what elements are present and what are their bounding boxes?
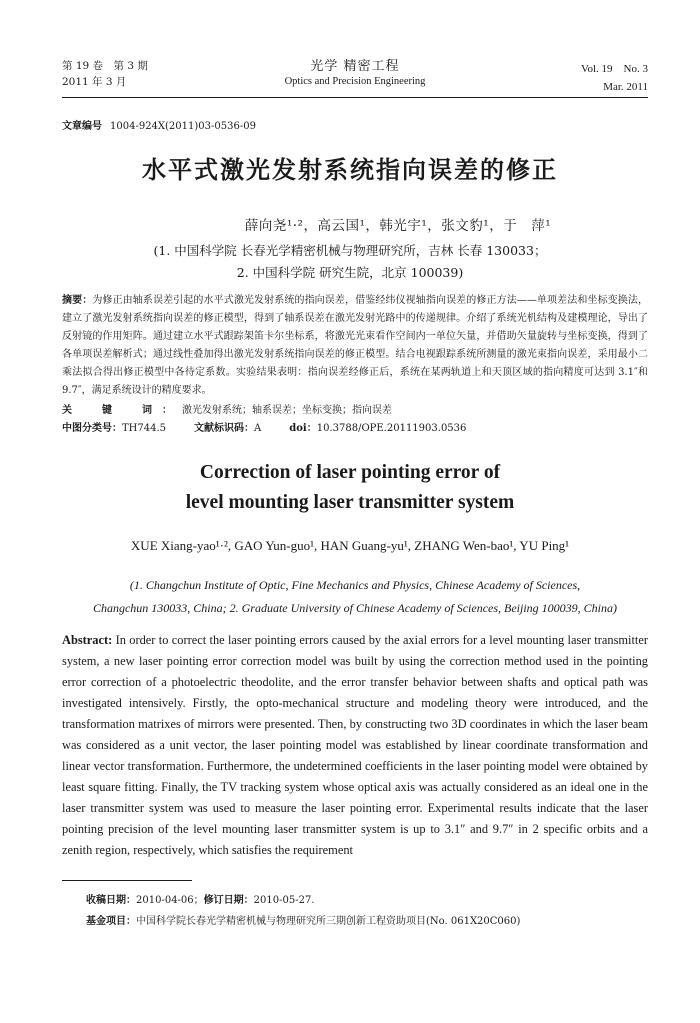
english-affiliations [62,574,648,620]
english-abstract-text: In order to correct the laser pointing errors caused by the axial errors for a level mounting laser transmitter system, a new laser pointing error correction model was built by using the correction method used in the pointing error correction of a photoelectric theodolite, and the error transfer behavior between shafts and optical path was investigated intensively. Firstly, the opto-mechanical structure and modeling theory were introduced, and the transformation matrixes of mirrors were presented. Then, by constructing two 3D coordinates in which the laser beam was considered as a unit vector, the laser pointing model was established by linear coordinate transformation and linear vector transformation. Furthermore, the undetermined coefficients in the laser pointing model were obtained by least square fitting. Finally, the TV tracking system whose optical axis was actually considered as an ideal one in the laser transmitter system was used to measure the laser pointing error. Experimental results indicate that the laser pointing precision of the level mounting laser transmitter system is up to 3.1″ and 9.7″ in 2 specific orbits and a zenith region, respectively, which satisfies the requirement [62,633,648,857]
journal-name [62,58,648,89]
received-label: 收稿日期： [86,895,136,906]
chinese-abstract-text: 为修正由轴系误差引起的水平式激光发射系统的指向误差，借鉴经纬仪视轴指向误差的修正方法——单项差法和坐标变换法，建立了激光发射系统指向误差的修正模型，得到了轴系误差在激光发射光路中的传递规律。介绍了系统光机结构及建模理论，导出了反射镜的作用矩阵。通过建立水平式跟踪架笛卡尔坐标系，将激光光束看作空间内一单位矢量，并借助矢量旋转与坐标变换，得到了各单项误差解析式；通过线性叠加得出激光发射系统指向误差的修正模型。结合电视跟踪系统所测量的激光束指向误差，采用最小二乘法拟合得出修正模型中各待定系数。实验结果表明：指向误差经修正后，系统在某两轨道上和天顶区域的指向精度可达到 3.1″和 9.7″，满足系统设计的精度要求。 [62,295,649,396]
article-number [62,117,256,132]
chinese-title: 水平式激光发射系统指向误差的修正 [142,156,558,184]
header-right [581,60,648,96]
keywords-text: 激光发射系统；轴系误差；坐标变换；指向误差 [182,405,392,416]
doi-label: doi： [289,423,317,434]
chinese-authors: 薛向尧¹·²，高云国¹，韩光宇¹，张文豹¹，于 萍¹ [244,218,552,234]
chinese-affiliation-line: 2. 中国科学院 研究生院，北京 100039) [236,265,464,280]
article-number-value: 1004-924X(2011)03-0536-09 [110,121,256,132]
funding [86,911,520,932]
running-header [62,58,648,94]
doc-code-value: A [254,423,262,434]
revised-date: 2010-05-27. [253,895,315,906]
english-abstract [62,630,648,861]
english-abstract-label: Abstract: [62,633,113,647]
article-number-label: 文章编号 [62,121,102,132]
english-authors: XUE Xiang-yao¹·², GAO Yun-guo¹, HAN Guang-yu¹, ZHANG Wen-bao¹, YU Ping¹ [130,538,570,553]
footnotes [86,890,520,932]
keywords-label: 关 键 词： [62,405,182,416]
chinese-abstract [62,292,648,400]
journal-name-en: Optics and Precision Engineering [284,76,426,87]
chinese-abstract-label: 摘要： [62,295,93,306]
english-title [0,458,700,518]
revised-label: 修订日期： [203,895,254,906]
volume-issue-cn: 第 19 卷 第 3 期 [62,60,148,72]
chinese-affiliation-line: (1. 中国科学院 长春光学精密机械与物理研究所，吉林 长春 130033； [153,243,547,258]
volume-issue-en: Vol. 19 No. 3 [580,63,648,75]
english-title-line: level mounting laser transmitter system [185,492,515,513]
funding-label: 基金项目： [86,916,136,927]
clc-value: TH744.5 [122,423,167,434]
english-title-line: Correction of laser pointing error of [199,462,501,483]
doc-code-label: 文献标识码： [194,423,255,434]
header-rule [62,97,648,98]
classification-line [62,420,562,438]
received-dates [86,890,520,911]
chinese-affiliations [0,240,700,284]
english-affiliation-line: Changchun 130033, China; 2. Graduate University of Chinese Academy of Sciences, Beijing 100039, China) [92,601,618,615]
doi-value: 10.3788/OPE.20111903.0536 [316,423,467,434]
funding-text: 中国科学院长春光学精密机械与物理研究所三期创新工程资助项目(No. 061X20C060) [136,916,521,927]
clc-label: 中图分类号： [62,423,122,434]
date-cn: 2011 年 3 月 [62,76,127,88]
received-date: 2010-04-06； [136,895,204,906]
journal-name-cn: 光学 精密工程 [310,59,400,74]
date-en: Mar. 2011 [603,81,648,93]
chinese-keywords [62,402,392,420]
english-affiliation-line: (1. Changchun Institute of Optic, Fine Mechanics and Physics, Chinese Academy of Sciences, [129,578,581,592]
footnote-rule [62,880,192,881]
